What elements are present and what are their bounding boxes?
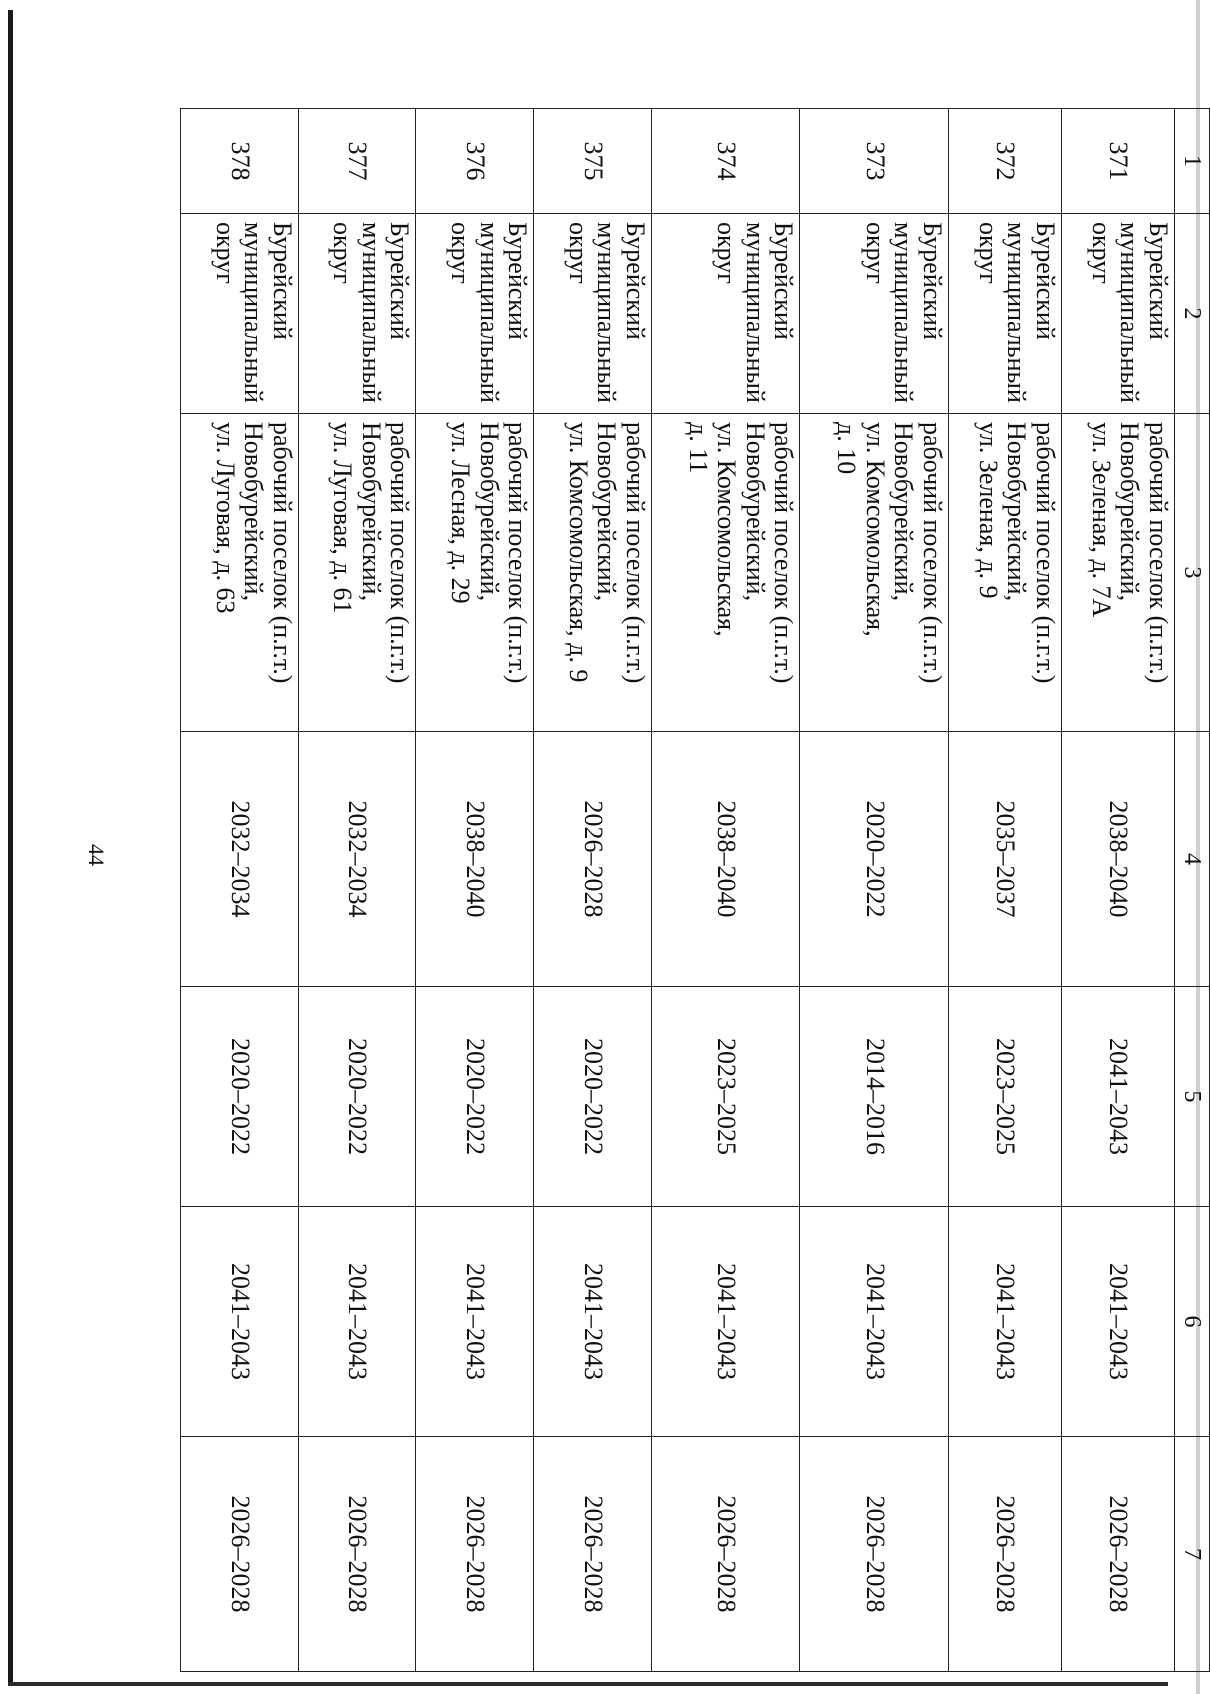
address-line: рабочий поселок (п.г.т.) xyxy=(918,422,948,684)
district-line: Бурейский xyxy=(1144,222,1173,340)
column-header: 3 xyxy=(1175,414,1210,732)
schedule-table xyxy=(180,108,1210,1672)
address-line: Новобурейский, xyxy=(740,422,770,602)
district-line: округ xyxy=(563,222,593,284)
address-cell xyxy=(298,414,416,732)
address-line: Новобурейский, xyxy=(239,422,269,602)
year-range-cell: 2026–2028 xyxy=(800,1437,949,1672)
year-range-cell: 2026–2028 xyxy=(534,1437,652,1672)
address-cell xyxy=(534,414,652,732)
year-range-cell: 2020–2022 xyxy=(181,987,299,1207)
district-line: Бурейский xyxy=(503,222,533,340)
address-line: рабочий поселок (п.г.т.) xyxy=(1031,422,1061,684)
district-line: округ xyxy=(1086,222,1116,284)
row-number-cell: 374 xyxy=(651,109,800,214)
district-line: муниципальный xyxy=(1115,222,1145,403)
year-range-cell: 2026–2028 xyxy=(534,732,652,987)
address-line: ул. Комсомольская, д. 9 xyxy=(563,422,593,683)
year-range-cell: 2041–2043 xyxy=(800,1207,949,1437)
address-cell xyxy=(416,414,534,732)
district-cell xyxy=(651,214,800,414)
year-range-cell: 2032–2034 xyxy=(181,732,299,987)
year-range-cell: 2035–2037 xyxy=(949,732,1062,987)
year-range-cell: 2026–2028 xyxy=(949,1437,1062,1672)
district-cell xyxy=(416,214,534,414)
row-number-cell: 378 xyxy=(181,109,299,214)
address-line: ул. Луговая, д. 61 xyxy=(328,422,358,614)
table-row xyxy=(949,109,1062,1672)
address-line: Новобурейский, xyxy=(1002,422,1032,602)
address-line: рабочий поселок (п.г.т.) xyxy=(620,422,650,684)
column-header: 6 xyxy=(1175,1207,1210,1437)
district-line: округ xyxy=(973,222,1003,284)
year-range-cell: 2026–2028 xyxy=(416,1437,534,1672)
district-line: Бурейский xyxy=(769,222,799,340)
year-range-cell: 2026–2028 xyxy=(1062,1437,1175,1672)
column-header: 2 xyxy=(1175,214,1210,414)
row-number-cell: 373 xyxy=(800,109,949,214)
table-row xyxy=(534,109,652,1672)
address-cell xyxy=(949,414,1062,732)
address-line: ул. Комсомольская, xyxy=(712,422,742,637)
year-range-cell: 2041–2043 xyxy=(1062,1207,1175,1437)
column-header: 4 xyxy=(1175,732,1210,987)
address-line: рабочий поселок (п.г.т.) xyxy=(769,422,799,684)
address-line: рабочий поселок (п.г.т.) xyxy=(267,422,297,684)
district-line: округ xyxy=(860,222,890,284)
address-line: д. 11 xyxy=(683,422,713,474)
year-range-cell: 2041–2043 xyxy=(181,1207,299,1437)
address-line: рабочий поселок (п.г.т.) xyxy=(1144,422,1173,684)
district-line: Бурейский xyxy=(385,222,415,340)
table-row xyxy=(181,109,299,1672)
table-row xyxy=(800,109,949,1672)
district-line: муниципальный xyxy=(889,222,919,403)
address-line: д. 10 xyxy=(832,422,862,475)
address-line: ул. Комсомольская, xyxy=(860,422,890,637)
year-range-cell: 2020–2022 xyxy=(416,987,534,1207)
district-line: муниципальный xyxy=(740,222,770,403)
district-line: муниципальный xyxy=(356,222,386,403)
row-number-cell: 372 xyxy=(949,109,1062,214)
year-range-cell: 2038–2040 xyxy=(1062,732,1175,987)
year-range-cell: 2041–2043 xyxy=(1062,987,1175,1207)
year-range-cell: 2041–2043 xyxy=(416,1207,534,1437)
district-line: муниципальный xyxy=(474,222,504,403)
table-row xyxy=(651,109,800,1672)
year-range-cell: 2020–2022 xyxy=(534,987,652,1207)
table-row xyxy=(1062,109,1175,1672)
address-line: рабочий поселок (п.г.т.) xyxy=(503,422,533,684)
year-range-cell: 2038–2040 xyxy=(416,732,534,987)
district-cell xyxy=(949,214,1062,414)
district-line: Бурейский xyxy=(267,222,297,340)
year-range-cell: 2026–2028 xyxy=(181,1437,299,1672)
address-line: Новобурейский, xyxy=(474,422,504,602)
page-number: 44 xyxy=(84,844,109,866)
district-cell xyxy=(1062,214,1175,414)
address-line: Новобурейский, xyxy=(1115,422,1145,602)
district-line: муниципальный xyxy=(239,222,269,403)
row-number-cell: 375 xyxy=(534,109,652,214)
district-cell xyxy=(800,214,949,414)
address-line: ул. Луговая, д. 63 xyxy=(210,422,240,614)
district-cell xyxy=(298,214,416,414)
address-line: ул. Лесная, д. 29 xyxy=(445,422,475,604)
year-range-cell: 2041–2043 xyxy=(534,1207,652,1437)
address-line: рабочий поселок (п.г.т.) xyxy=(385,422,415,684)
address-cell xyxy=(1062,414,1175,732)
address-cell xyxy=(181,414,299,732)
year-range-cell: 2026–2028 xyxy=(298,1437,416,1672)
year-range-cell: 2041–2043 xyxy=(651,1207,800,1437)
address-cell xyxy=(800,414,949,732)
column-header: 1 xyxy=(1175,109,1210,214)
row-number-cell: 376 xyxy=(416,109,534,214)
column-header: 5 xyxy=(1175,987,1210,1207)
address-line: Новобурейский, xyxy=(889,422,919,602)
year-range-cell: 2038–2040 xyxy=(651,732,800,987)
address-line: ул. Зеленая, д. 9 xyxy=(973,422,1003,599)
address-line: Новобурейский, xyxy=(356,422,386,602)
year-range-cell: 2014–2016 xyxy=(800,987,949,1207)
column-header: 7 xyxy=(1175,1437,1210,1672)
district-line: Бурейский xyxy=(620,222,650,340)
table-row xyxy=(298,109,416,1672)
address-line: Новобурейский, xyxy=(592,422,622,602)
address-cell xyxy=(651,414,800,732)
year-range-cell: 2023–2025 xyxy=(949,987,1062,1207)
district-cell xyxy=(534,214,652,414)
address-line: ул. Зеленая, д. 7А xyxy=(1086,422,1116,618)
year-range-cell: 2020–2022 xyxy=(298,987,416,1207)
district-line: Бурейский xyxy=(918,222,948,340)
district-line: округ xyxy=(445,222,475,284)
rotated-table-container xyxy=(0,108,1210,1613)
year-range-cell: 2032–2034 xyxy=(298,732,416,987)
district-line: муниципальный xyxy=(1002,222,1032,403)
table-row xyxy=(416,109,534,1672)
scan-border-bottom xyxy=(8,1682,1168,1686)
year-range-cell: 2041–2043 xyxy=(298,1207,416,1437)
district-line: Бурейский xyxy=(1031,222,1061,340)
district-cell xyxy=(181,214,299,414)
district-line: округ xyxy=(712,222,742,284)
district-line: округ xyxy=(328,222,358,284)
year-range-cell: 2023–2025 xyxy=(651,987,800,1207)
column-number-row xyxy=(1175,109,1210,1672)
row-number-cell: 371 xyxy=(1062,109,1175,214)
year-range-cell: 2020–2022 xyxy=(800,732,949,987)
row-number-cell: 377 xyxy=(298,109,416,214)
district-line: муниципальный xyxy=(592,222,622,403)
district-line: округ xyxy=(210,222,240,284)
year-range-cell: 2026–2028 xyxy=(651,1437,800,1672)
year-range-cell: 2041–2043 xyxy=(949,1207,1062,1437)
